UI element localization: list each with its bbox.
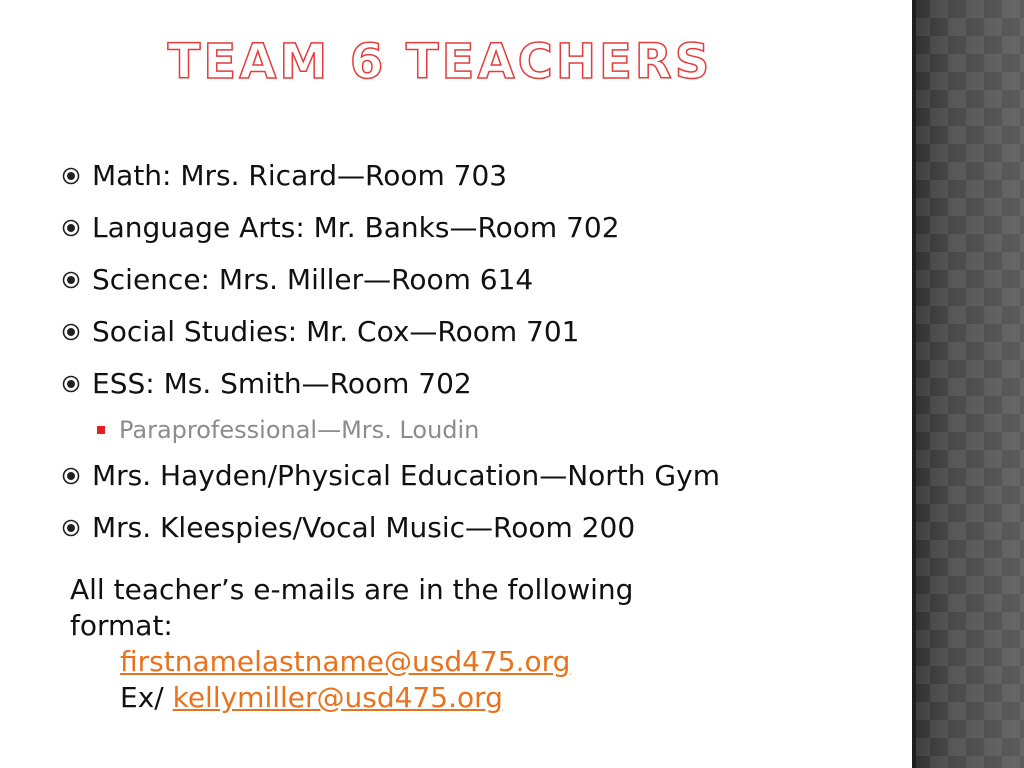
email-format-link[interactable]: firstnamelastname@usd475.org — [120, 645, 571, 678]
list-item — [62, 306, 892, 358]
list-item-text: ESS: Ms. Smith—Room 702 — [92, 367, 472, 400]
email-info — [70, 572, 770, 716]
example-email-link[interactable]: kellymiller@usd475.org — [172, 681, 503, 714]
list-item — [62, 202, 892, 254]
radio-bullet-icon — [62, 467, 92, 485]
email-intro-text: All teacher’s e-mails are in the following format: — [70, 573, 634, 642]
red-square-bullet-icon — [97, 426, 119, 434]
list-item — [62, 502, 892, 554]
sub-list-item — [62, 410, 892, 450]
list-item-text: Mrs. Kleespies/Vocal Music—Room 200 — [92, 511, 636, 544]
sub-list-item-text: Paraprofessional—Mrs. Loudin — [119, 416, 480, 444]
list-item — [62, 450, 892, 502]
list-item — [62, 254, 892, 306]
radio-bullet-icon — [62, 519, 92, 537]
slide-title: TEAM 6 TEACHERS — [167, 34, 713, 90]
list-item-text: Math: Mrs. Ricard—Room 703 — [92, 159, 508, 192]
email-format-line — [70, 644, 770, 680]
bullet-list — [62, 150, 892, 554]
radio-bullet-icon — [62, 375, 92, 393]
email-example-line — [70, 680, 770, 716]
radio-bullet-icon — [62, 219, 92, 237]
radio-bullet-icon — [62, 167, 92, 185]
example-prefix: Ex/ — [120, 681, 164, 714]
list-item — [62, 150, 892, 202]
list-item-text: Mrs. Hayden/Physical Education—North Gym — [92, 459, 720, 492]
list-item-text: Social Studies: Mr. Cox—Room 701 — [92, 315, 580, 348]
radio-bullet-icon — [62, 271, 92, 289]
list-item — [62, 358, 892, 410]
decorative-side-band — [912, 0, 1024, 768]
list-item-text: Science: Mrs. Miller—Room 614 — [92, 263, 534, 296]
list-item-text: Language Arts: Mr. Banks—Room 702 — [92, 211, 620, 244]
radio-bullet-icon — [62, 323, 92, 341]
